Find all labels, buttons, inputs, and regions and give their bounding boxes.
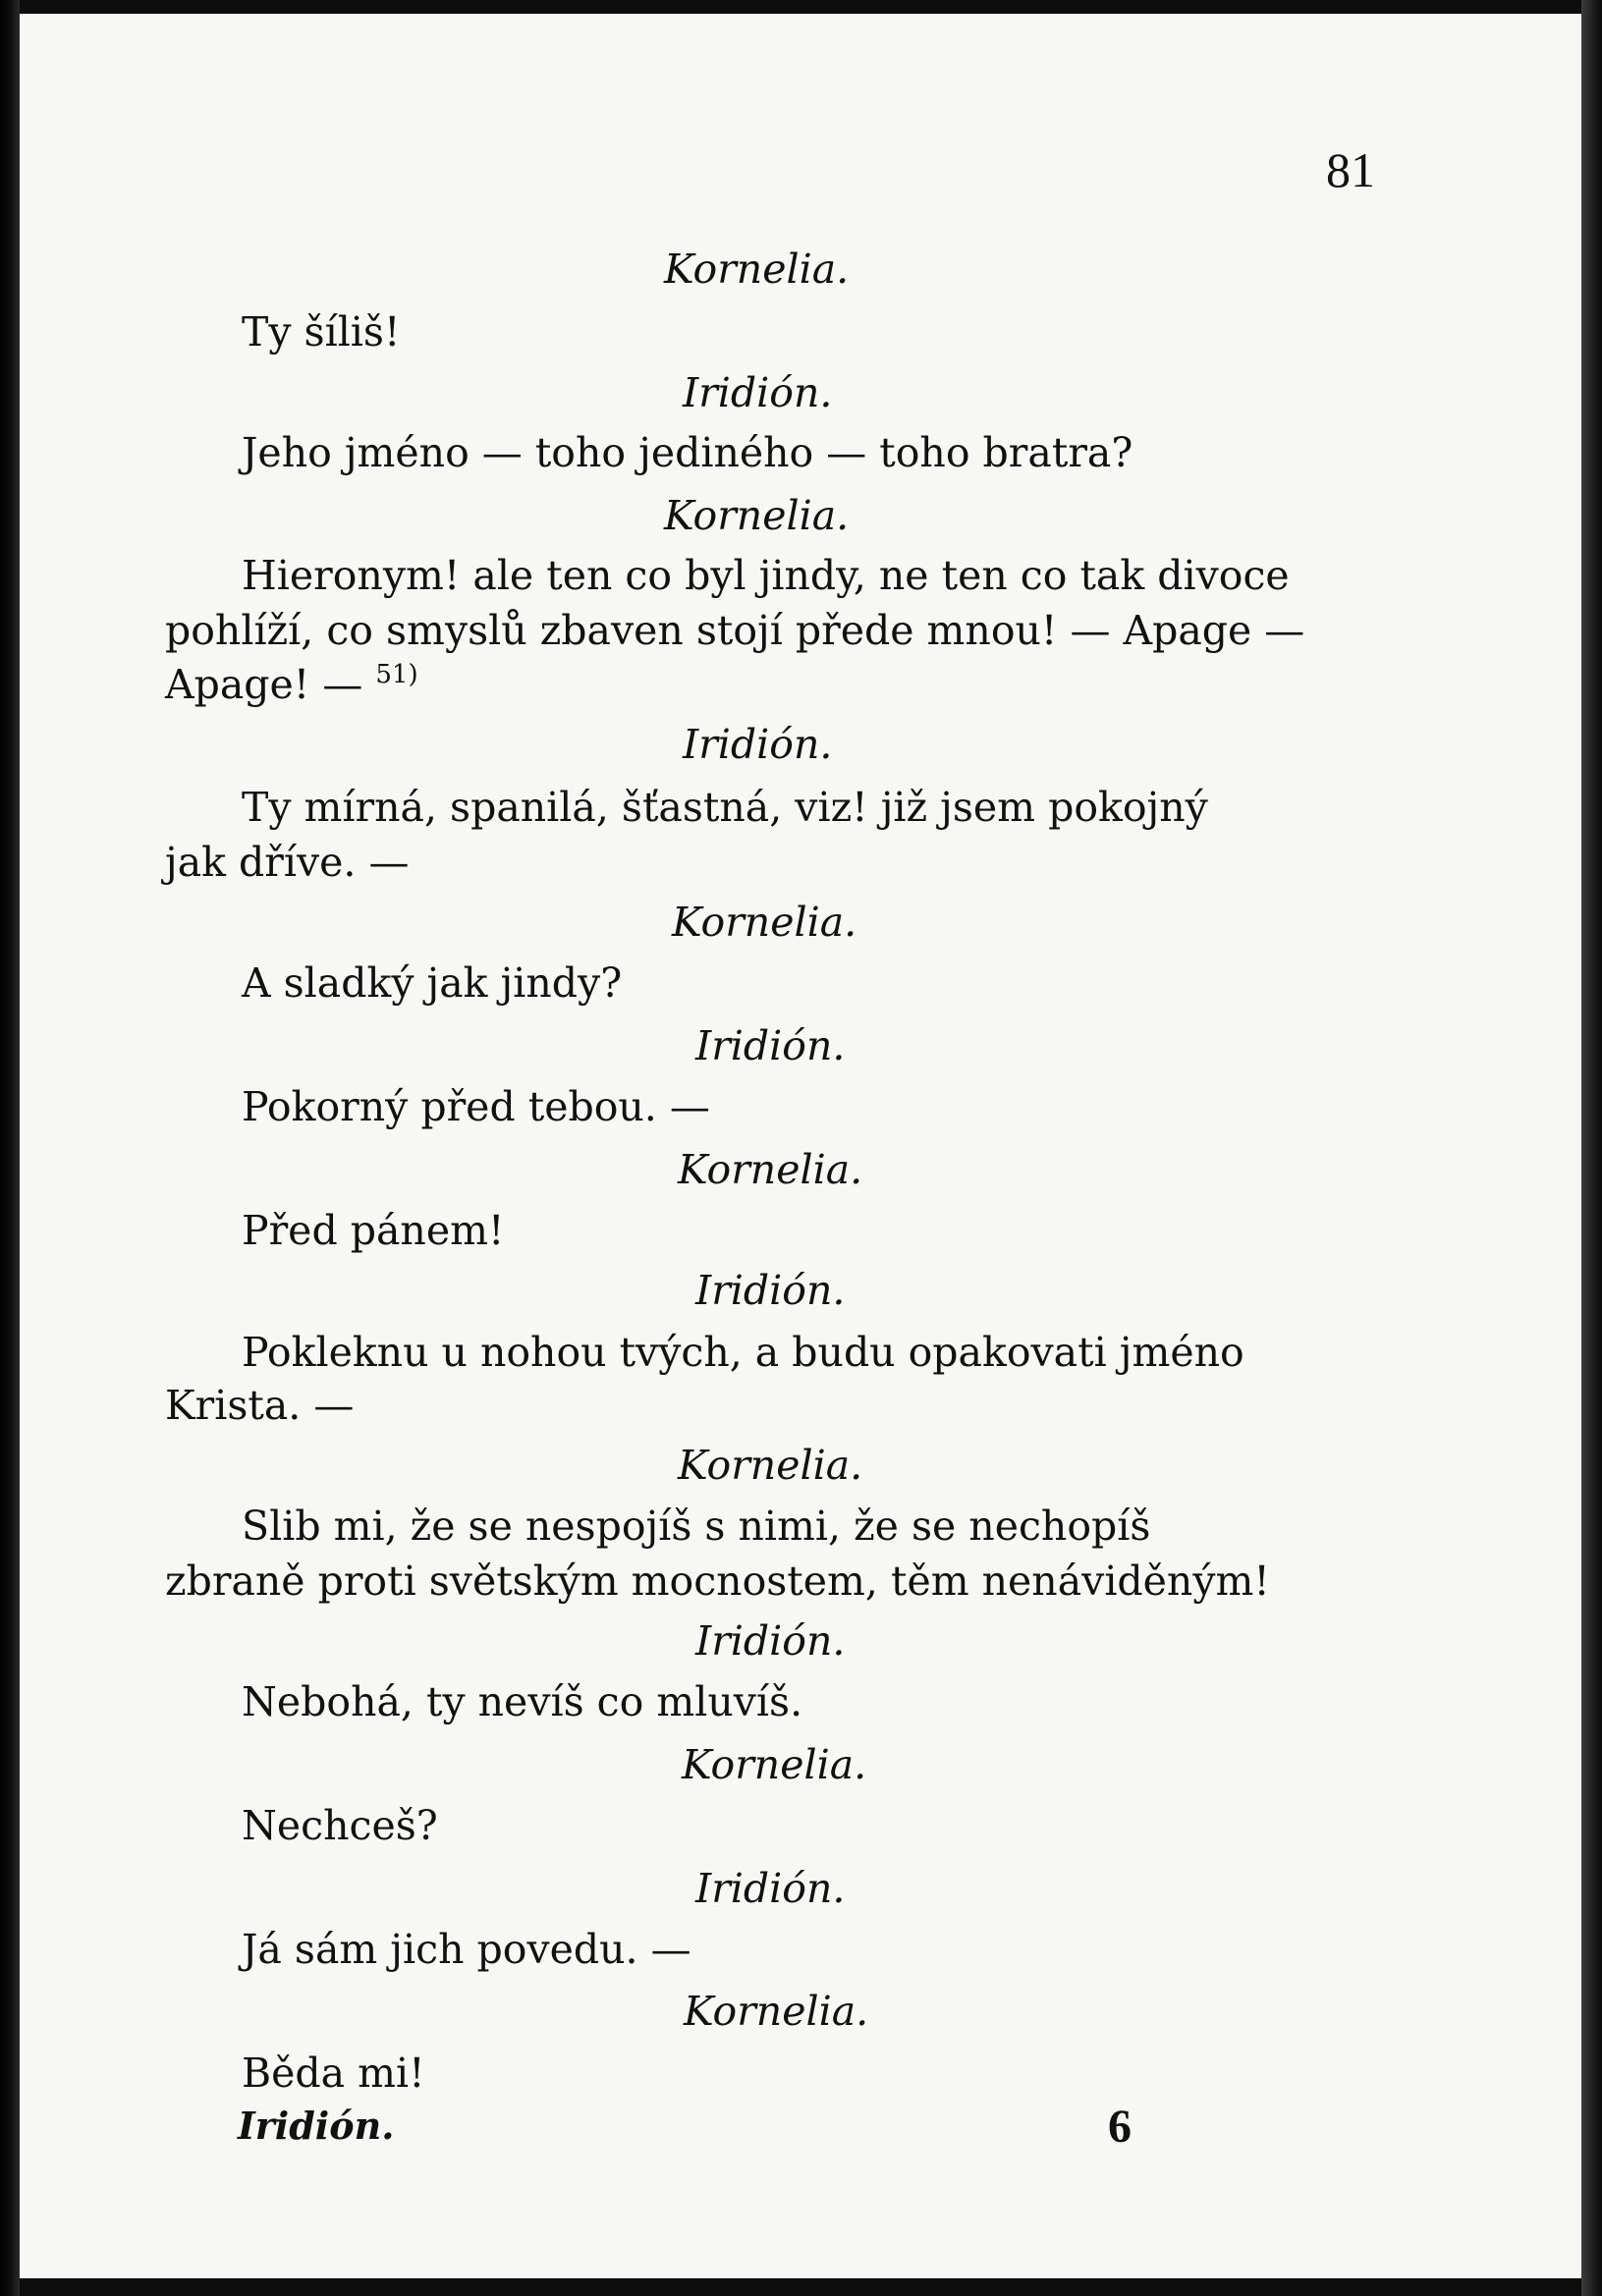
dialogue-line: A sladký jak jindy?: [242, 959, 623, 1007]
speaker-name: Kornelia.: [672, 899, 857, 946]
speaker-name: Iridión.: [683, 721, 833, 768]
speaker-name: Iridión.: [683, 369, 833, 416]
dialogue-text: Apage! —: [165, 661, 363, 708]
speaker-name: Kornelia.: [684, 1988, 869, 2035]
dialogue-line: Slib mi, že se nespojíš s nimi, že se nechopíš: [242, 1503, 1151, 1550]
speaker-name: Iridión.: [695, 1865, 846, 1912]
dialogue-line: Jeho jméno — toho jediného — toho bratra?: [242, 429, 1133, 476]
dialogue-line: Běda mi!: [242, 2050, 425, 2097]
dialogue-line: pohlíží, co smyslů zbaven stojí přede mnou! — Apage —: [165, 607, 1305, 654]
speaker-name: Kornelia.: [678, 1146, 863, 1193]
speaker-name: Iridión.: [695, 1617, 846, 1665]
binding-edge: [0, 0, 20, 2296]
book-page: [20, 14, 1581, 2278]
speaker-name: Kornelia.: [664, 492, 850, 539]
dialogue-line: Já sám jich povedu. —: [242, 1926, 691, 1973]
dialogue-line: jak dříve. —: [165, 839, 410, 886]
page-number: 81: [1326, 142, 1375, 197]
footer-title: Iridión.: [238, 2104, 395, 2148]
dialogue-line: Nebohá, ty nevíš co mluvíš.: [242, 1678, 803, 1725]
dialogue-line: Krista. —: [165, 1382, 355, 1429]
dialogue-line: zbraně proti světským mocnostem, těm nenáviděným!: [165, 1558, 1270, 1605]
speaker-name: Iridión.: [695, 1022, 846, 1069]
footnote-marker: 51): [375, 660, 418, 689]
speaker-name: Kornelia.: [678, 1442, 863, 1489]
speaker-name: Iridión.: [695, 1267, 846, 1314]
dialogue-line: [165, 660, 418, 708]
dialogue-line: Nechceš?: [242, 1802, 438, 1849]
speaker-name: Kornelia.: [664, 246, 850, 293]
dialogue-line: Hieronym! ale ten co byl jindy, ne ten co tak divoce: [242, 552, 1290, 599]
dialogue-line: Ty šíliš!: [242, 308, 401, 355]
dialogue-line: Před pánem!: [242, 1207, 505, 1254]
dialogue-line: Pokorný před tebou. —: [242, 1083, 710, 1130]
dialogue-line: Ty mírná, spanilá, šťastná, viz! již jsem pokojný: [242, 784, 1208, 831]
signature-mark: 6: [1108, 2101, 1132, 2153]
dialogue-line: Pokleknu u nohou tvých, a budu opakovati jméno: [242, 1329, 1244, 1376]
speaker-name: Kornelia.: [682, 1741, 867, 1788]
page-edge-right: [1581, 0, 1602, 2296]
